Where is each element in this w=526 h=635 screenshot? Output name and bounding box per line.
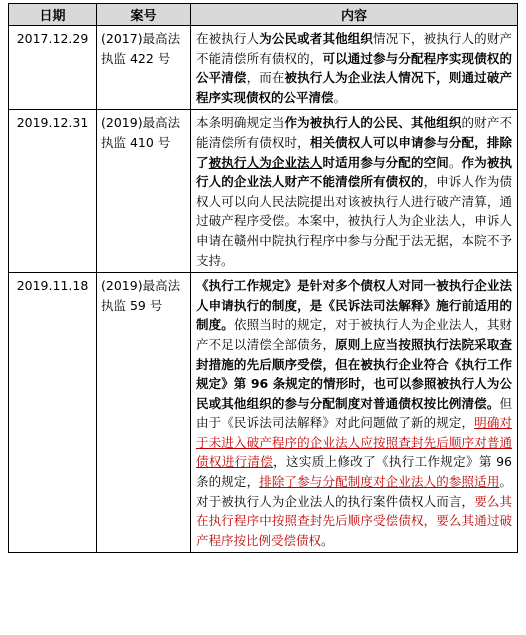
body-text: 。对于被执行人为企业法人的执行案件债权人而言， <box>196 474 512 509</box>
body-text: 。 <box>333 89 347 105</box>
emphasis-text: 为公民或者其他组织 <box>259 31 374 46</box>
body-text: 。 <box>321 532 334 548</box>
emphasis-text: 可以通过参与分配程序实现债权的公平清偿 <box>196 50 512 86</box>
emphasis-text: 原则上应当按照执行法院采取查封措施的先后顺序受偿，但在被执行企业符合《执行工作规定》第 96 条规定的情形时，也可以参照被执行人为公民或其他组织的参与分配制度对普通债权按比例清偿。 <box>196 336 512 411</box>
cell-date: 2019.12.31 <box>9 110 97 273</box>
cell-case-number: (2019)最高法执监 410 号 <box>97 110 191 273</box>
table-row <box>9 110 518 273</box>
cell-content <box>191 273 518 553</box>
header-date: 日期 <box>9 4 97 26</box>
body-text: 。 <box>448 154 462 170</box>
table-row <box>9 273 518 553</box>
table-header-row <box>9 4 518 26</box>
highlighted-text: 明确对于未进入破产程序的企业法人应按照查封先后顺序对普通债权进行清偿 <box>196 415 512 470</box>
body-text: ，申诉人作为债权人可以向人民法院提出对该被执行人进行破产清算，通过破产程序受偿。本案中，被执行人为企业法人，申诉人申请在赣州中院执行程序中参与分配于法无据，本院不予支持。 <box>196 174 512 268</box>
emphasis-text: 时适用参与分配的空间 <box>322 154 449 170</box>
highlighted-text: 要么其在执行程序中按照查封先后顺序受偿债权，要么其通过破产程序按比例受偿债权 <box>196 493 512 548</box>
body-text: 情况下，被执行人的财产不能清偿所有债权的， <box>196 31 512 66</box>
header-case-number: 案号 <box>97 4 191 26</box>
body-text: ，这实质上修改了《执行工作规定》第 96 条的规定， <box>196 454 512 490</box>
emphasis-text: 相关债权人可以申请参与分配，排除了 <box>196 134 512 170</box>
body-text: 在被执行人 <box>196 31 260 46</box>
body-text: 的财产不能清偿所有债权时， <box>196 115 512 150</box>
cell-case-number: (2019)最高法执监 59 号 <box>97 273 191 553</box>
body-text: 本条明确规定当 <box>196 115 285 131</box>
cell-case-number: (2017)最高法执监 422 号 <box>97 26 191 110</box>
cell-date: 2017.12.29 <box>9 26 97 110</box>
cell-content <box>191 110 518 273</box>
emphasis-text: 作为被执行人的企业法人财产不能清偿所有债权的 <box>196 154 512 190</box>
ruling-table <box>8 3 518 553</box>
cell-date: 2019.11.18 <box>9 273 97 553</box>
emphasis-text: 《执行工作规定》是针对多个债权人对同一被执行企业法人申请执行的制度，是《民诉法司法解释》施行前适用的制度。 <box>196 278 512 333</box>
body-text: 但由于《民诉法司法解释》对此问题做了新的规定， <box>196 395 512 431</box>
body-text: ，而在 <box>246 70 285 86</box>
ruling-table-wrapper <box>8 3 517 553</box>
emphasis-text: 被执行人为企业法人 <box>208 154 323 170</box>
emphasis-text: 被执行人为企业法人情况下，则通过破产程序实现债权的公平清偿 <box>196 70 512 105</box>
header-content: 内容 <box>191 4 518 26</box>
body-text: 依照当时的规定，对于被执行人为企业法人，其财产不足以清偿全部债务， <box>196 317 512 352</box>
highlighted-text: 排除了参与分配制度对企业法人的参照适用 <box>259 474 500 490</box>
emphasis-text: 作为被执行人的公民、其他组织 <box>284 115 462 131</box>
cell-content <box>191 26 518 110</box>
table-row <box>9 26 518 110</box>
